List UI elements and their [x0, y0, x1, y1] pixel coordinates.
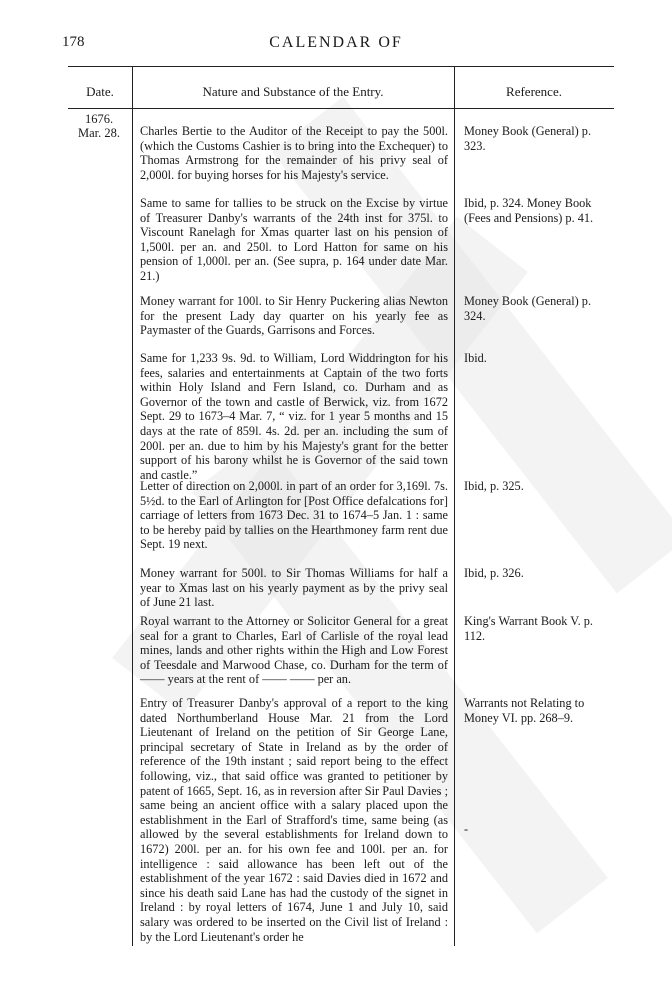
date-day: Mar. 28. [77, 126, 120, 140]
entry-text: Entry of Treasurer Danby's approval of a report to the king dated Northumberland House Mar. 21 from the Lord Lieutenant of Ireland on the petition of Sir George Lane, principal secretary of State in Ireland as by the order of reference of the 19th instant ; said report being to the effect following, viz., that said office was granted to petitioner by patent of 1665, Sept. 16, as in reversion after Sir Paul Davies ; same being an ancient office with a salary placed upon the establishment in the Earl of Strafford's time, same being (as allowed by the several establishments for Ireland down to 1672) 200l. per an. for his own fee and 100l. per an. for intelligence : said allowance has been left out of the establishment of the year 1672 : said Davies died in 1672 and since his death said Lane has had the custody of the signet in Ireland : by royal letters of 1674, June 1 and July 10, said salary was ordered to be inserted on the Civil list of Ireland : by the Lord Lieutenant's order he [140, 696, 448, 944]
entry-reference: Money Book (General) p. 323. [464, 124, 592, 153]
entry-reference: Ibid, p. 324. Money Book (Fees and Pensions) p. 41. [464, 196, 594, 225]
entry-text: Royal warrant to the Attorney or Solicitor General for a great seal for a grant to Charles, Earl of Carlisle of the royal lead mines, lands and other rights within the High and Low Forest of Teesdale and Marwood Chase, co. Durham for the term of —— years at the rent of —— —— per an. [140, 614, 448, 687]
entry-text: Letter of direction on 2,000l. in part of an order for 3,169l. 7s. 5½d. to the Earl of Arlington for [Post Office defalcations for] carriage of letters from 1673 Dec. 31 to 1674–5 Jan. 1 : same to be hereby paid by tallies on the Hearthmoney farm rent due Sept. 19 next. [140, 479, 448, 552]
entry-reference: Ibid, p. 325. [464, 479, 524, 493]
entry-reference: King's Warrant Book V. p. 112. [464, 614, 593, 643]
entry-text: Money warrant for 500l. to Sir Thomas Williams for half a year to Xmas last on his yearly payment as by the privy seal of June 21 last. [140, 566, 448, 610]
entry-reference: Warrants not Relating to Money VI. pp. 268–9. [464, 696, 585, 725]
page-header [0, 34, 672, 58]
column-header-date: Date. [86, 84, 114, 99]
column-header-nature: Nature and Substance of the Entry. [202, 84, 384, 99]
entry-text: Same for 1,233 9s. 9d. to William, Lord Widdrington for his fees, salaries and entertainments at Captain of the two forts within Holy Island and Fern Island, co. Durham and as Governor of the town and castle of Berwick, viz. from 1672 Sept. 29 to 1673–4 Mar. 7, “ viz. for 1 year 5 months and 15 days at the rate of 859l. 4s. 2d. per an. including the sum of 200l. per an. due to him by his Majesty's grant for the better support of his barony whilst he is Governor of the said town and castle.” [140, 351, 448, 482]
entry-reference: Ibid. [464, 351, 487, 365]
entry-text: Money warrant for 100l. to Sir Henry Puckering alias Newton for the present Lady day quarter on his yearly fee as Paymaster of the Guards, Garrisons and Forces. [140, 294, 448, 338]
entry-reference: Money Book (General) p. 324. [464, 294, 592, 323]
page-number: 178 [62, 34, 85, 50]
date-year: 1676. [84, 112, 114, 126]
running-title: CALENDAR OF [269, 34, 403, 51]
entry-text: Same to same for tallies to be struck on the Excise by virtue of Treasurer Danby's warrants of the 24th inst for 375l. to Viscount Ranelagh for Xmas quarter last on his pension of 1,500l. per an. and 250l. to Lord Hatton for same on his pension of 1,000l. per an. (See supra, p. 164 under date Mar. 21.) [140, 196, 448, 283]
column-header-reference: Reference. [506, 84, 562, 99]
entry-text: Charles Bertie to the Auditor of the Receipt to pay the 500l. (which the Customs Cashier is to bring into the Exchequer) to Thomas Armstrong for the remainder of his privy seal of 2,000l. for buying horses for his Majesty's service. [140, 124, 448, 182]
header-bottom-rule [68, 108, 614, 109]
reference-column-rule [454, 66, 455, 946]
marginal-mark: - [464, 822, 469, 836]
table-top-rule [68, 66, 614, 67]
date-column-rule [132, 66, 133, 946]
entry-reference: Ibid, p. 326. [464, 566, 524, 580]
calendar-table [68, 66, 614, 946]
